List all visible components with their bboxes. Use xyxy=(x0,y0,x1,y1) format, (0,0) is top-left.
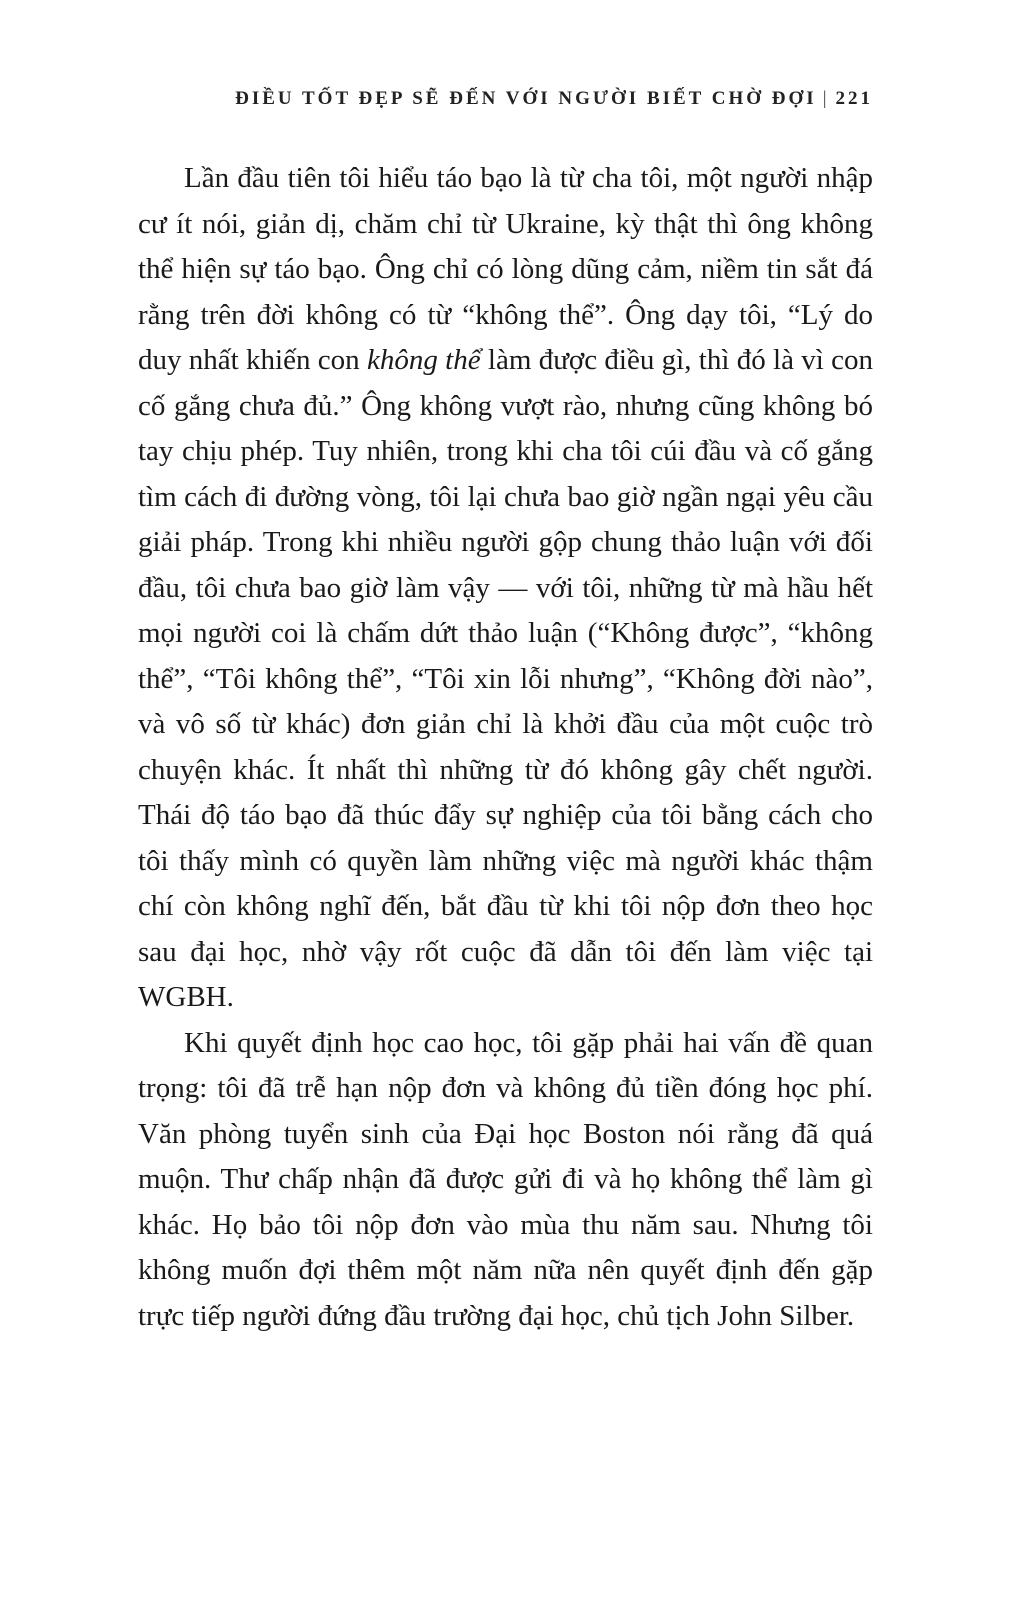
text-block xyxy=(138,156,873,1339)
paragraph xyxy=(138,1021,873,1340)
running-header xyxy=(138,88,873,110)
text-run: Khi quyết định học cao học, tôi gặp phải hai vấn đề quan trọng: tôi đã trễ hạn nộp đơn và không đủ tiền đóng học phí. Văn phòng tuyển sinh của Đại học Boston nói rằng đã quá muộn. Thư chấp nhận đã được gửi đi và họ không thể làm gì khác. Họ bảo tôi nộp đơn vào mùa thu năm sau. Nhưng tôi không muốn đợi thêm một năm nữa nên quyết định đến gặp trực tiếp người đứng đầu trường đại học, chủ tịch John Silber. xyxy=(138,1026,873,1332)
text-run: Lần đầu tiên tôi hiểu táo bạo là từ cha tôi, một người nhập cư ít nói, giản dị, chăm chỉ từ Ukraine, kỳ thật thì ông không thể hiện sự táo bạo. Ông chỉ có lòng dũng cảm, niềm tin sắt đá rằng trên đời không có từ “không thể”. Ông dạy tôi, “Lý do duy nhất khiến con xyxy=(138,162,873,376)
running-title: ĐIỀU TỐT ĐẸP SẼ ĐẾN VỚI NGƯỜI BIẾT CHỜ ĐỢI xyxy=(235,88,817,109)
italic-text-run: không thể xyxy=(366,344,481,376)
header-separator: | xyxy=(822,88,830,109)
text-run: làm được điều gì, thì đó là vì con cố gắng chưa đủ.” Ông không vượt rào, nhưng cũng không bó tay chịu phép. Tuy nhiên, trong khi cha tôi cúi đầu và cố gắng tìm cách đi đường vòng, tôi lại chưa bao giờ ngần ngại yêu cầu giải pháp. Trong khi nhiều người gộp chung thảo luận với đối đầu, tôi chưa bao giờ làm vậy — với tôi, những từ mà hầu hết mọi người coi là chấm dứt thảo luận (“Không được”, “không thể”, “Tôi không thể”, “Tôi xin lỗi nhưng”, “Không đời nào”, và vô số từ khác) đơn giản chỉ là khởi đầu của một cuộc trò chuyện khác. Ít nhất thì những từ đó không gây chết người. Thái độ táo bạo đã thúc đẩy sự nghiệp của tôi bằng cách cho tôi thấy mình có quyền làm những việc mà người khác thậm chí còn không nghĩ đến, bắt đầu từ khi tôi nộp đơn theo học sau đại học, nhờ vậy rốt cuộc đã dẫn tôi đến làm việc tại WGBH. xyxy=(138,344,873,1013)
page-number: 221 xyxy=(835,88,873,109)
paragraph xyxy=(138,156,873,1021)
